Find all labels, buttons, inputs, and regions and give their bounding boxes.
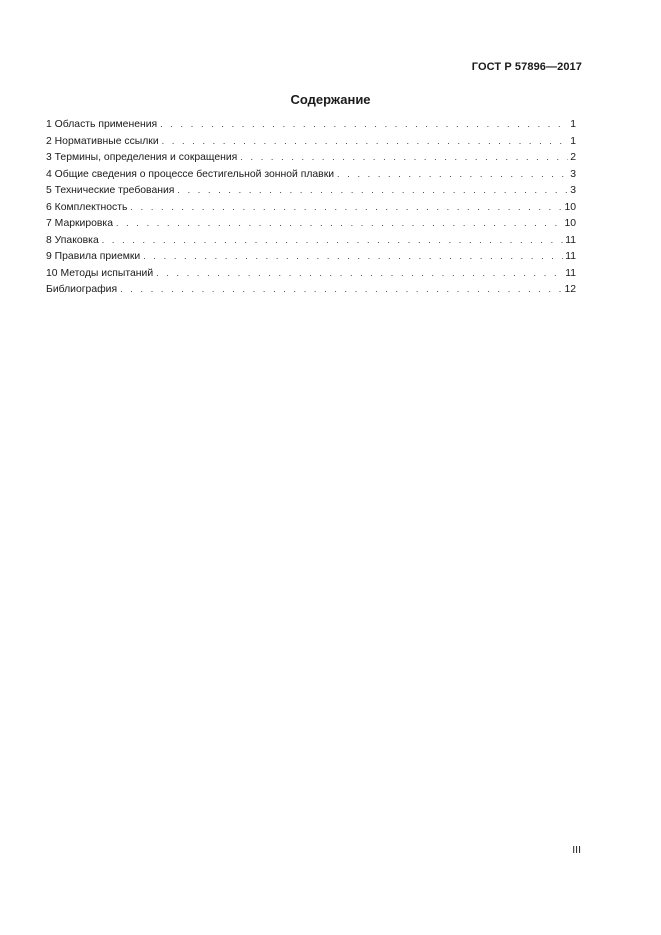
toc-entry[interactable] [46,284,576,301]
toc-leader-dots [240,152,568,162]
toc-leader-dots [337,169,568,179]
toc-entry-label: 6 Комплектность [46,201,128,213]
toc-entry-page: 10 [564,201,576,213]
toc-entry-label: Библиография [46,284,118,295]
toc-entry-label: 7 Маркировка [46,218,113,229]
toc-entry[interactable] [46,152,576,169]
toc-entry-page: 10 [564,218,576,229]
toc-entry-label: 2 Нормативные ссылки [46,135,159,147]
toc-entry-label: 9 Правила приемки [46,251,141,262]
toc-entry-label: 1 Область применения [46,119,158,130]
document-code: ГОСТ Р 57896—2017 [471,61,582,73]
toc-entry-page: 1 [570,135,576,147]
toc-title: Содержание [290,92,371,107]
toc-entry[interactable] [46,268,576,285]
toc-leader-dots [102,235,563,245]
toc-leader-dots [177,185,568,195]
toc-entry-page: 11 [565,234,576,246]
toc-entry[interactable] [46,202,576,219]
toc-entry[interactable] [46,169,576,186]
toc-entry-page: 3 [570,168,576,180]
toc-entry-page: 12 [564,284,576,295]
table-of-contents [46,119,576,301]
toc-entry[interactable] [46,218,576,235]
toc-entry-page: 11 [565,251,576,262]
toc-entry[interactable] [46,235,576,252]
toc-entry-label: 5 Технические требования [46,185,175,196]
toc-entry[interactable] [46,185,576,202]
toc-entry[interactable] [46,136,576,153]
toc-entry-label: 10 Методы испытаний [46,267,154,279]
toc-entry-page: 11 [565,267,576,279]
toc-leader-dots [156,268,563,278]
page-number: III [572,844,581,856]
toc-leader-dots [160,119,568,129]
toc-entry-page: 3 [570,185,576,196]
toc-leader-dots [130,202,562,212]
toc-entry-label: 3 Термины, определения и сокращения [46,152,238,163]
toc-entry-page: 1 [570,119,576,130]
toc-leader-dots [120,284,562,294]
toc-leader-dots [143,251,563,261]
toc-leader-dots [116,218,562,228]
toc-entry[interactable] [46,251,576,268]
toc-entry-label: 4 Общие сведения о процессе бестигельной зонной плавки [46,168,335,180]
toc-leader-dots [162,136,569,146]
toc-entry-page: 2 [570,152,576,163]
toc-entry[interactable] [46,119,576,136]
toc-entry-label: 8 Упаковка [46,234,99,246]
